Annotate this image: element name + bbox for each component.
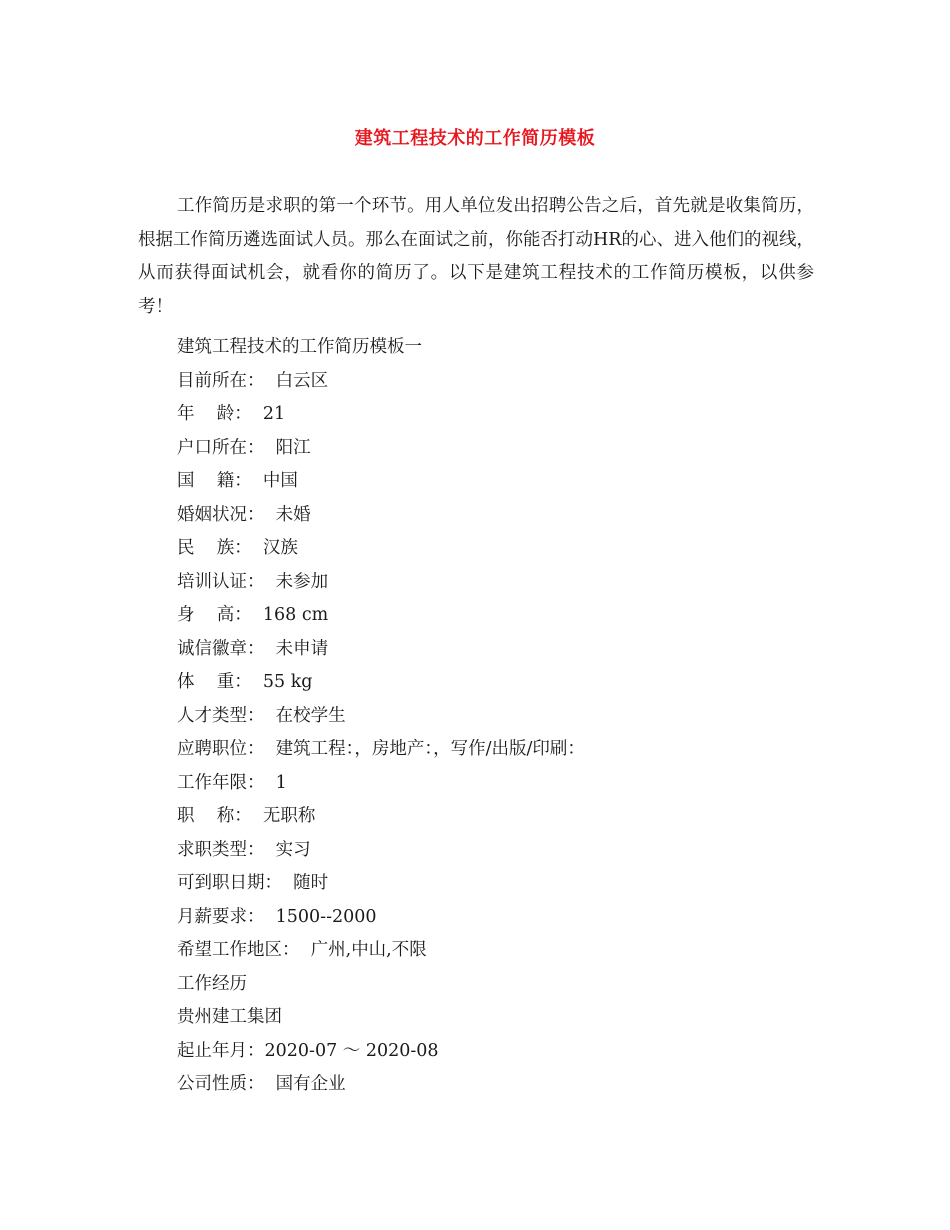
resume-lines (177, 331, 817, 1102)
resume-line-start-date: 可到职日期： 随时 (177, 873, 329, 893)
resume-line-job-type: 求职类型： 实习 (177, 839, 311, 860)
resume-line-salary: 月薪要求： 1500--2000 (177, 906, 377, 927)
resume-line-talent-type: 人才类型： 在校学生 (177, 705, 346, 726)
resume-line-ethnicity: 民 族： 汉族 (177, 538, 298, 558)
resume-line-weight: 体 重： 55 kg (177, 672, 313, 692)
resume-line-region: 希望工作地区： 广州,中山,不限 (177, 940, 427, 960)
intro-paragraph: 工作简历是求职的第一个环节。用人单位发出招聘公告之后，首先就是收集简历，根据工作简历遴选面试人员。那么在面试之前，你能否打动HR的心、进入他们的视线，从而获得面试机会，就看你的简历了。以下是建筑工程技术的工作简历模板，以供参考！ (138, 196, 814, 317)
resume-line-certification: 培训认证： 未参加 (177, 571, 329, 592)
resume-line-position: 应聘职位： 建筑工程：，房地产：，写作/出版/印刷： (177, 739, 585, 759)
resume-heading: 建筑工程技术的工作简历模板一 (177, 337, 422, 357)
employment-period: 起止年月：2020-07 ～ 2020-08 (177, 1040, 439, 1061)
resume-line-height: 身 高： 168 cm (177, 605, 329, 625)
resume-line-nationality: 国 籍： 中国 (177, 471, 298, 491)
resume-line-marital-status: 婚姻状况： 未婚 (177, 504, 311, 525)
company-name: 贵州建工集团 (177, 1007, 282, 1027)
section-heading-work-experience: 工作经历 (177, 973, 247, 994)
resume-line-location: 目前所在： 白云区 (177, 370, 329, 391)
company-type: 公司性质： 国有企业 (177, 1074, 346, 1094)
resume-line-title: 职 称： 无职称 (177, 806, 316, 826)
resume-line-age: 年 龄： 21 (177, 404, 286, 424)
resume-line-hukou: 户口所在： 阳江 (177, 437, 311, 458)
resume-line-years: 工作年限： 1 (177, 772, 287, 793)
document-title: 建筑工程技术的工作简历模板 (354, 128, 596, 149)
resume-line-integrity-badge: 诚信徽章： 未申请 (177, 638, 329, 659)
